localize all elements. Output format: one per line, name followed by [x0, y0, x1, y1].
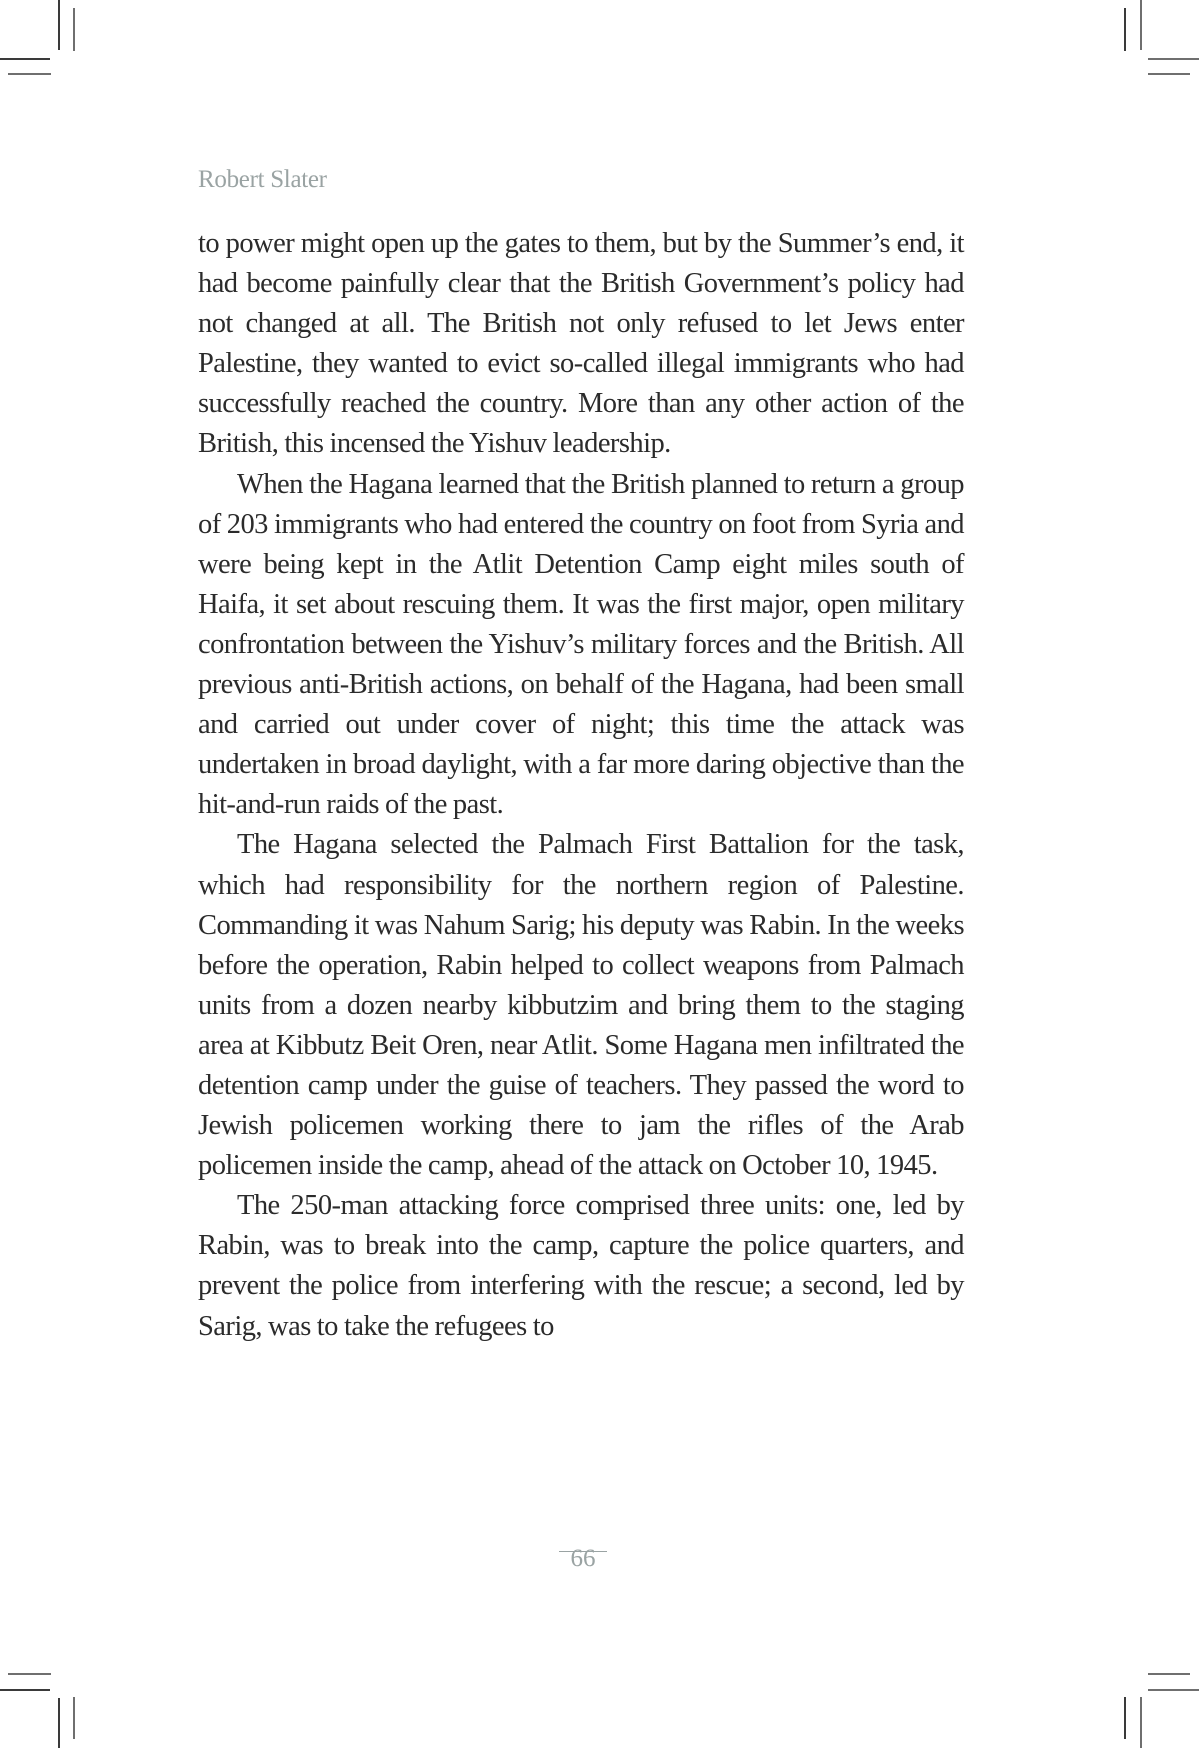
crop-mark [1148, 73, 1190, 75]
crop-mark [1148, 58, 1199, 60]
paragraph: The 250-man attacking force comprised three units: one, led by Rabin, was to break into the camp, capture the police quarters, and prevent the police from interfering with the rescue; a second, led by Sarig, was to take the refugees to [198, 1190, 964, 1342]
crop-mark [8, 73, 51, 75]
crop-mark [1140, 0, 1142, 50]
crop-mark [58, 0, 60, 50]
page-number: 66 [570, 1545, 596, 1572]
paragraph: The Hagana selected the Palmach First Battalion for the task, which had responsibility for the northern region of Palestine. Commanding it was Nahum Sarig; his deputy was Rabin. In the weeks before the operation, Rabin helped to collect weapons from Palmach units from a dozen nearby kibbutzim and bring them to the staging area at Kibbutz Beit Oren, near Atlit. Some Hagana men infiltrated the detention camp under the guise of teachers. They passed the word to Jewish policemen working there to jam the rifles of the Arab policemen inside the camp, ahead of the attack on October 10, 1945. [198, 829, 964, 1182]
paragraph: When the Hagana learned that the British planned to return a group of 203 immigrants who had entered the country on foot from Syria and were being kept in the Atlit Detention Camp eight miles south of Haifa, it set about rescuing them. It was the first major, open military confrontation between the Yishuv’s military forces and the British. All previous anti-British actions, on behalf of the Hagana, had been small and carried out under cover of night; this time the attack was undertaken in broad daylight, with a far more daring objective than the hit-and-run raids of the past. [198, 468, 964, 821]
crop-mark [8, 1673, 51, 1675]
crop-mark [1140, 1697, 1142, 1748]
crop-mark [1124, 8, 1126, 51]
crop-mark [73, 8, 75, 51]
body-text [198, 224, 964, 1347]
crop-mark [58, 1698, 60, 1748]
crop-mark [1148, 1689, 1199, 1691]
crop-mark [1148, 1673, 1190, 1675]
crop-mark [0, 1689, 50, 1691]
crop-mark [73, 1697, 75, 1739]
paragraph: to power might open up the gates to them, but by the Summer’s end, it had become painfully clear that the British Government’s policy had not changed at all. The British not only refused to let Jews enter Palestine, they wanted to evict so-called illegal immigrants who had successfully reached the country. More than any other action of the British, this incensed the Yishuv leadership. [198, 228, 964, 460]
crop-mark [1124, 1697, 1126, 1739]
running-head-author: Robert Slater [198, 166, 327, 193]
crop-mark [0, 58, 50, 60]
